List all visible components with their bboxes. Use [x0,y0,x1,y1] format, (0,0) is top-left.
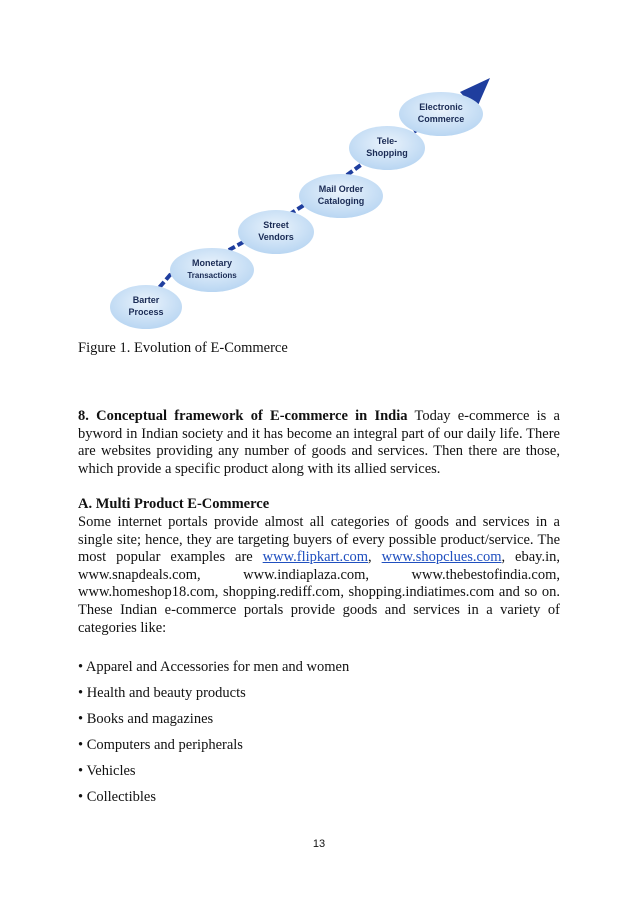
bullet-item: • Health and beauty products [78,685,246,701]
stage-barter [110,285,182,329]
stage-label-1: Barter [132,295,160,305]
stage-label-1: Tele- [376,136,398,146]
subsection-a-text-after: , ebay.in, www.snapdeals.com, www.indiaplaza.com, www.thebestofindia.com, www.homeshop18.com, shopping.rediff.com, shopping.indiatimes.com and so on. These Indian e-commerce portals provide goods and services in a variety of categories like: [78,549,560,636]
stage-mail-order [299,174,383,218]
link-separator: , [368,549,382,566]
subsection-a-heading: A. Multi Product E-Commerce [78,496,270,512]
stage-street [238,210,314,254]
bullet-item: • Apparel and Accessories for men and women [78,659,350,675]
evolution-diagram [100,70,500,340]
stage-label-2: Shopping [366,148,408,158]
stage-label-1: Mail Order [318,184,364,194]
stage-label-2: Cataloging [317,196,365,206]
figure-caption: Figure 1. Evolution of E-Commerce [78,340,288,356]
stage-label-1: Monetary [191,258,233,268]
stage-label-2: Process [128,307,164,317]
subsection-a-text-before: Some internet portals provide almost all categories of goods and services in a single site; hence, they are targeting buyers of every possible product/service. The most popular examples are [78,514,560,566]
stage-label-1: Electronic [419,102,463,112]
section-8-heading: 8. Conceptual framework of E-commerce in India [78,408,408,424]
stage-label-2: Transactions [187,271,237,280]
stage-tele-shopping [349,126,425,170]
flipkart-link[interactable]: www.flipkart.com [262,549,369,566]
page-number: 13 [312,838,326,850]
bullet-item: • Computers and peripherals [78,737,243,753]
stage-monetary [170,248,254,292]
stage-label-2: Commerce [417,114,465,124]
bullet-item: • Books and magazines [78,711,214,727]
stage-label-1: Street [263,220,289,230]
section-8-paragraph [78,408,560,478]
bullet-item: • Vehicles [78,763,136,779]
subsection-a-paragraph [78,514,560,637]
shopclues-link[interactable]: www.shopclues.com [381,549,502,566]
stage-label-2: Vendors [258,232,294,242]
stage-electronic [399,92,483,136]
section-8-text: Today e-commerce is a byword in Indian society and it has become an integral part of our daily life. There are websites providing any number of goods and services. Then there are those, which provide a specific product along with its allied services. [78,408,560,477]
bullet-item: • Collectibles [78,789,156,805]
